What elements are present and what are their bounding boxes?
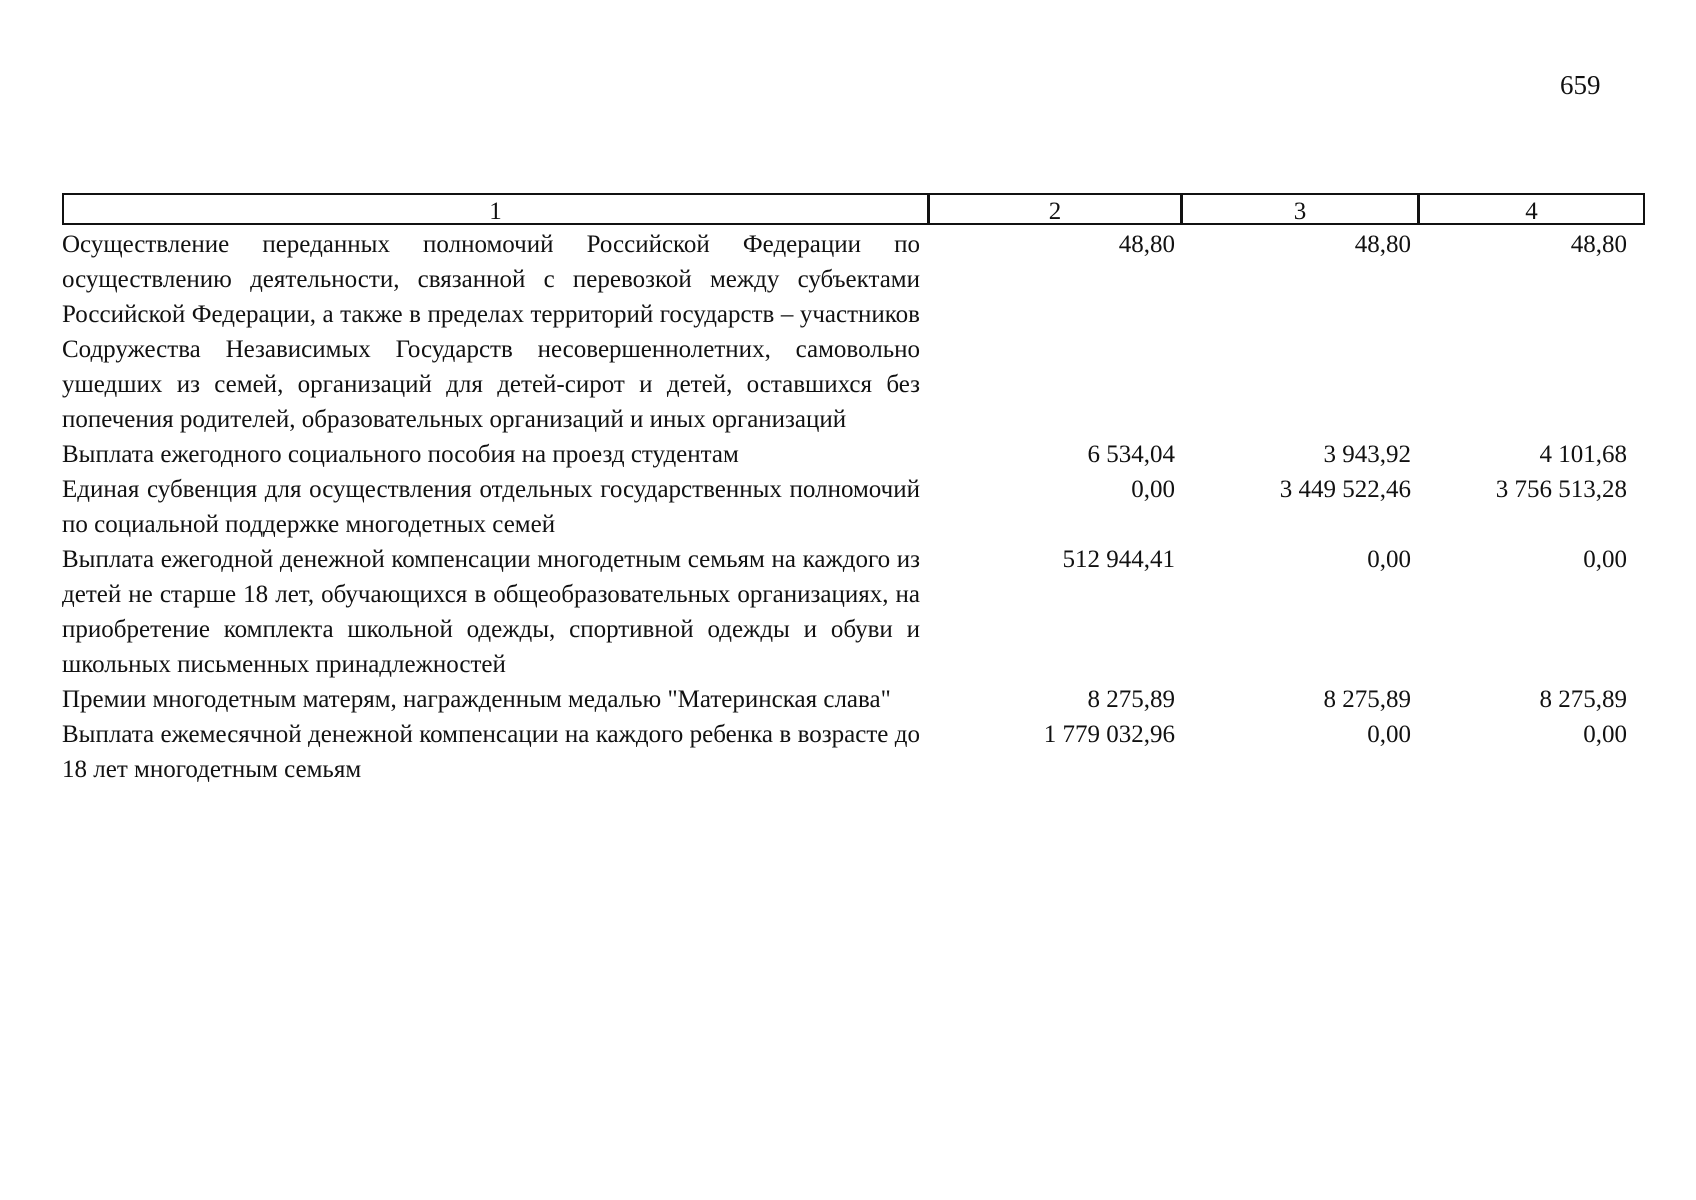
row-value-col4: 8 275,89 bbox=[1539, 686, 1627, 713]
header-cell-1: 1 bbox=[62, 193, 929, 225]
row-value-col4: 4 101,68 bbox=[1539, 441, 1627, 468]
row-name: Осуществление переданных полномочий Российской Федерации по осуществлению деятельности, связанной с перевозкой между субъектами Российской Федерации, а также в пределах территорий государств – участников Содружества Независимых Государств несовершеннолетних, самовольно ушедших из семей, организаций для детей-сирот и детей, оставшихся без попечения родителей, образовательных организаций и иных организаций bbox=[62, 231, 920, 433]
table-row bbox=[62, 542, 1645, 682]
row-value-col3: 0,00 bbox=[1367, 721, 1411, 748]
header-cell-4: 4 bbox=[1418, 193, 1645, 225]
row-name: Выплата ежегодного социального пособия на проезд студентам bbox=[62, 441, 739, 468]
table-row bbox=[62, 472, 1645, 542]
row-name: Премии многодетным матерям, награжденным медалью "Материнская слава" bbox=[62, 686, 891, 713]
row-value-col2: 8 275,89 bbox=[1087, 686, 1175, 713]
header-cell-2: 2 bbox=[928, 193, 1182, 225]
table-row bbox=[62, 227, 1645, 437]
row-value-col4: 0,00 bbox=[1583, 721, 1627, 748]
header-cell-3: 3 bbox=[1181, 193, 1419, 225]
row-value-col2: 6 534,04 bbox=[1087, 441, 1175, 468]
row-value-col2: 1 779 032,96 bbox=[1043, 721, 1175, 748]
row-name: Единая субвенция для осуществления отдельных государственных полномочий по социальной поддержке многодетных семей bbox=[62, 476, 920, 538]
table-body bbox=[62, 227, 1645, 787]
table-row bbox=[62, 437, 1645, 472]
row-value-col2: 512 944,41 bbox=[1062, 546, 1175, 573]
row-value-col3: 3 449 522,46 bbox=[1279, 476, 1411, 503]
row-value-col4: 48,80 bbox=[1570, 231, 1627, 258]
page-number: 659 bbox=[1560, 70, 1601, 100]
row-value-col2: 48,80 bbox=[1118, 231, 1175, 258]
row-value-col4: 3 756 513,28 bbox=[1495, 476, 1627, 503]
budget-table bbox=[62, 193, 1645, 787]
row-name: Выплата ежемесячной денежной компенсации на каждого ребенка в возрасте до 18 лет многодетным семьям bbox=[62, 721, 920, 783]
table-row bbox=[62, 682, 1645, 717]
row-name: Выплата ежегодной денежной компенсации многодетным семьям на каждого из детей не старше 18 лет, обучающихся в общеобразовательных организациях, на приобретение комплекта школьной одежды, спортивной одежды и обуви и школьных письменных принадлежностей bbox=[62, 546, 920, 678]
table-header bbox=[62, 193, 1645, 227]
row-value-col4: 0,00 bbox=[1583, 546, 1627, 573]
row-value-col3: 3 943,92 bbox=[1323, 441, 1411, 468]
row-value-col3: 8 275,89 bbox=[1323, 686, 1411, 713]
row-value-col3: 0,00 bbox=[1367, 546, 1411, 573]
row-value-col3: 48,80 bbox=[1354, 231, 1411, 258]
row-value-col2: 0,00 bbox=[1131, 476, 1175, 503]
table-row bbox=[62, 717, 1645, 787]
